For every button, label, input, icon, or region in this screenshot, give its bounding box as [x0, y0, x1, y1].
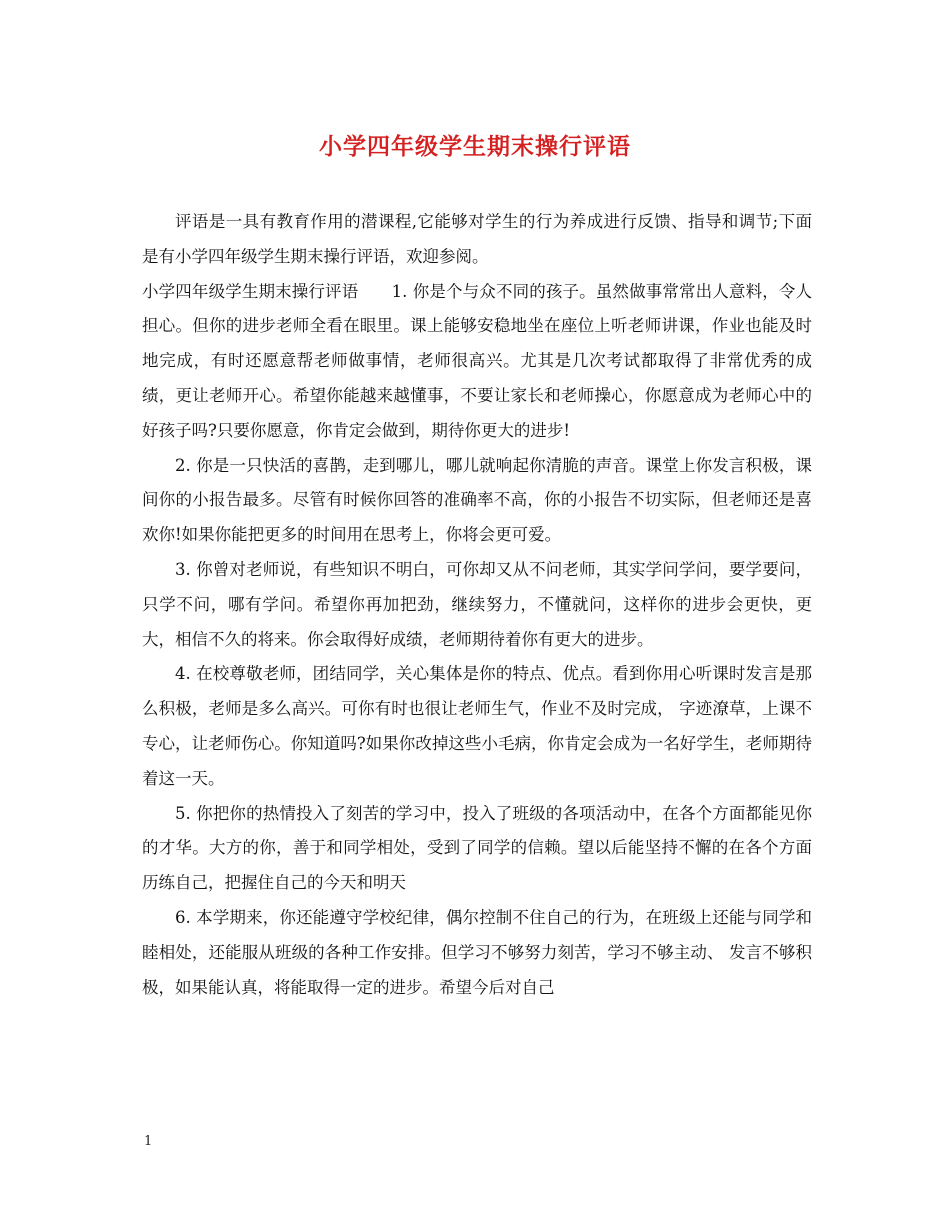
comment-item-5: 5. 你把你的热情投入了刻苦的学习中，投入了班级的各项活动中，在各个方面都能见你的才华。大方的你，善于和同学相处，受到了同学的信赖。望以后能坚持不懈的在各个方面历练自己，把握住自己的今天和明天 — [142, 803, 812, 893]
page-number: 1 — [144, 1134, 153, 1149]
intro-paragraph: 评语是一具有教育作用的潜课程,它能够对学生的行为养成进行反馈、指导和调节;下面是有小学四年级学生期末操行评语，欢迎参阅。 — [142, 212, 812, 266]
document-body — [142, 205, 812, 1005]
comment-item-3: 3. 你曾对老师说，有些知识不明白，可你却又从不问老师，其实学问学问，要学要问，只学不问，哪有学问。希望你再加把劲，继续努力，不懂就问，这样你的进步会更快，更大，相信不久的将来。你会取得好成绩，老师期待着你有更大的进步。 — [142, 559, 812, 649]
comment-item-4: 4. 在校尊敬老师，团结同学，关心集体是你的特点、优点。看到你用心听课时发言是那么积极，老师是多么高兴。可你有时也很让老师生气，作业不及时完成， 字迹潦草，上课不专心，让老师伤心。你知道吗?如果你改掉这些小毛病，你肯定会成为一名好学生，老师期待着这一天。 — [142, 664, 812, 788]
section-heading-paragraph: 小学四年级学生期末操行评语 1. 你是个与众不同的孩子。虽然做事常常出人意料，令人担心。但你的进步老师全看在眼里。课上能够安稳地坐在座位上听老师讲课，作业也能及时地完成，有时还愿意帮老师做事情，老师很高兴。尤其是几次考试都取得了非常优秀的成绩，更让老师开心。希望你能越来越懂事，不要让家长和老师操心，你愿意成为老师心中的好孩子吗?只要你愿意，你肯定会做到，期待你更大的进步! — [142, 281, 812, 440]
document-title: 小学四年级学生期末操行评语 — [319, 133, 631, 160]
comment-item-2: 2. 你是一只快活的喜鹊，走到哪儿，哪儿就响起你清脆的声音。课堂上你发言积极，课间你的小报告最多。尽管有时候你回答的准确率不高，你的小报告不切实际，但老师还是喜欢你!如果你能把更多的时间用在思考上，你将会更可爱。 — [142, 455, 812, 545]
comment-item-6: 6. 本学期来，你还能遵守学校纪律，偶尔控制不住自己的行为，在班级上还能与同学和睦相处，还能服从班级的各种工作安排。但学习不够努力刻苦，学习不够主动、 发言不够积极，如果能认真，将能取得一定的进步。希望今后对自己 — [142, 907, 812, 997]
